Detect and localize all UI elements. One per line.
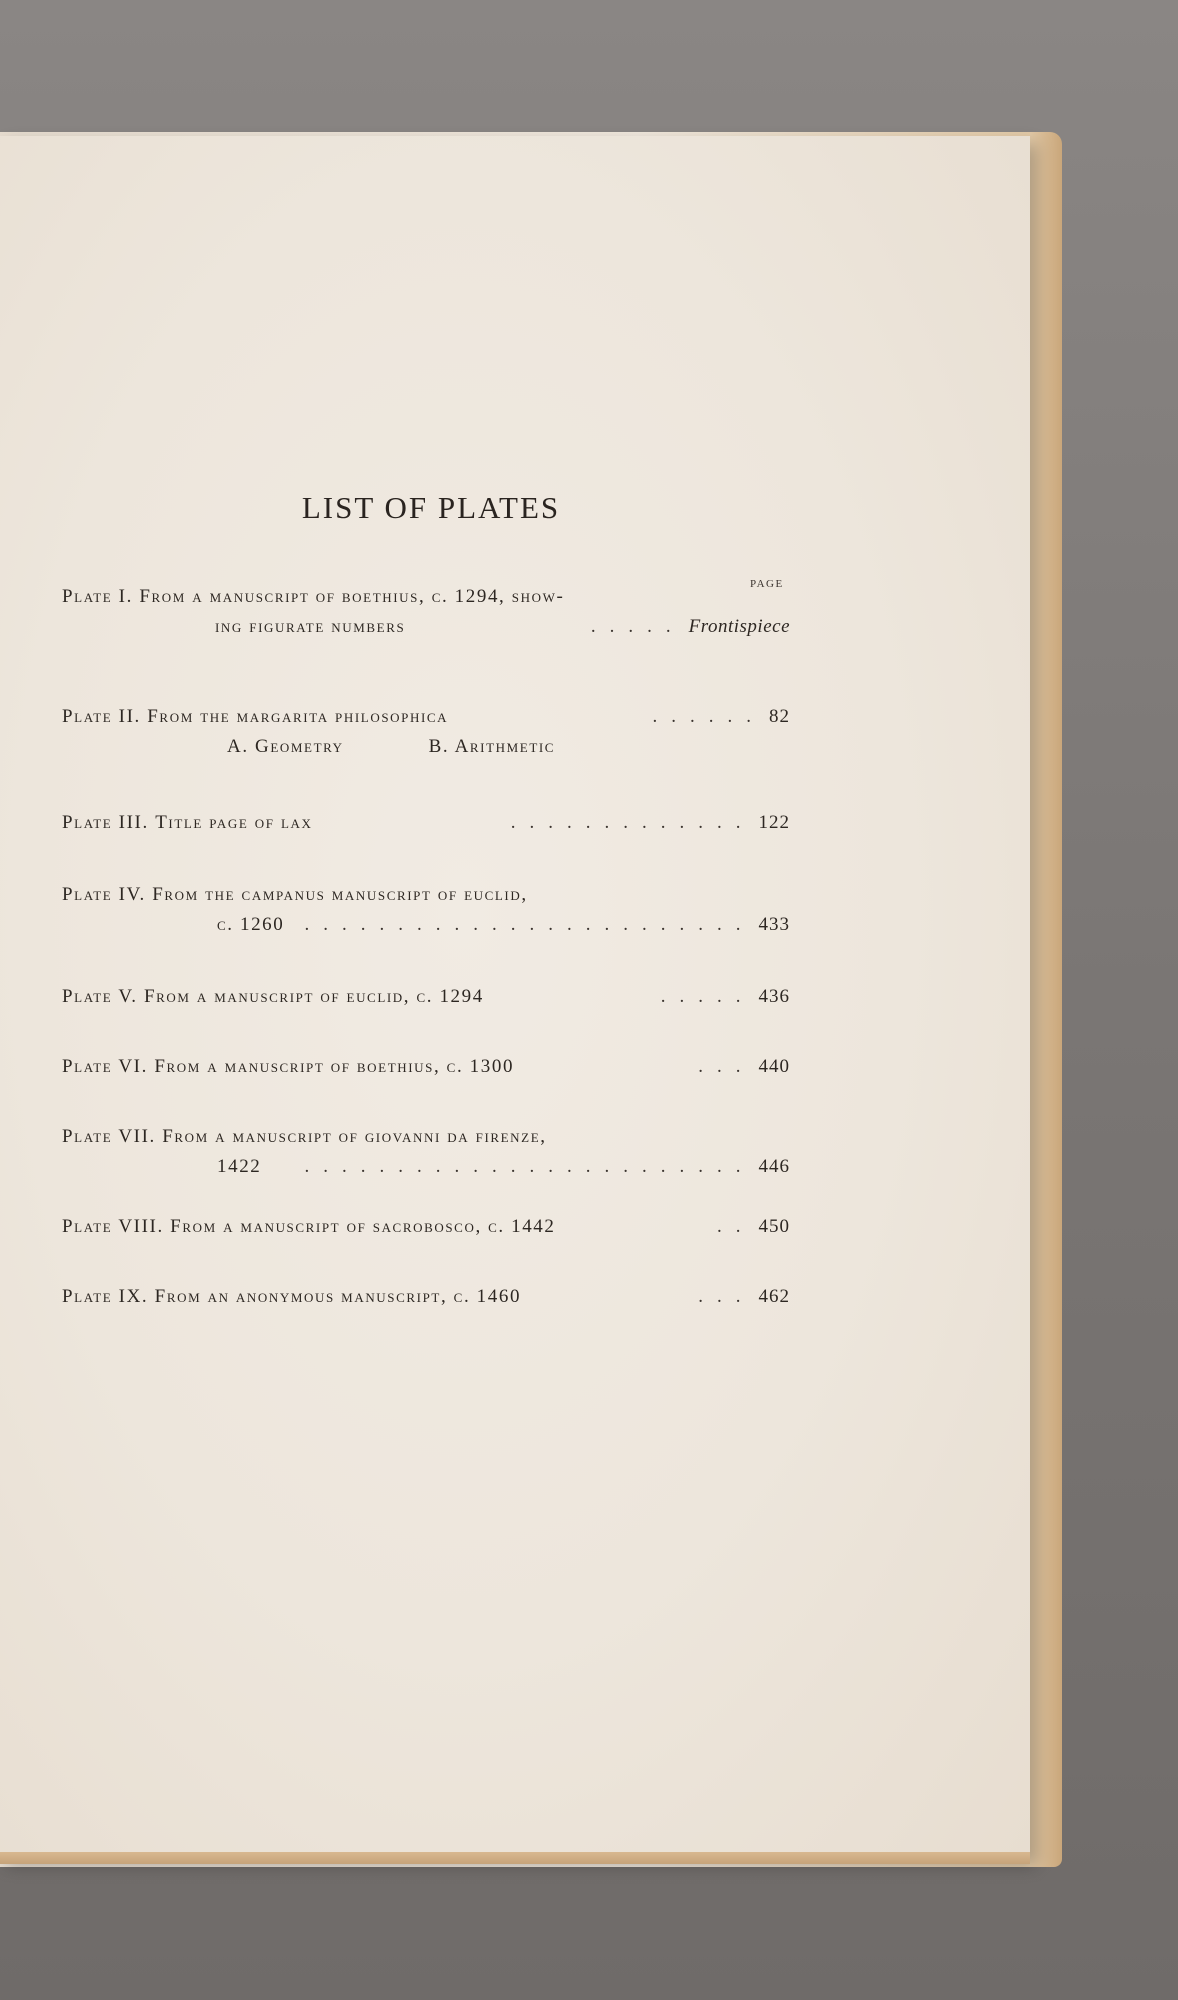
plate-label: Plate VI. xyxy=(62,1056,148,1077)
plate-description-cont: ing figurate numbers xyxy=(215,616,406,637)
plate-page: 436 xyxy=(758,986,790,1007)
plate-page: 462 xyxy=(758,1286,790,1307)
plate-description: From the margarita philosophica xyxy=(147,706,449,727)
plate-label: Plate I. xyxy=(62,586,133,607)
page-bottom-edge xyxy=(0,1852,1030,1864)
dot-leader: ........................ xyxy=(304,1156,755,1177)
plate-page: 122 xyxy=(758,812,790,833)
plate-description: From a manuscript of boethius, c. 1294, show- xyxy=(139,586,565,607)
plate-description: From a manuscript of sacrobosco, c. 1442 xyxy=(170,1216,556,1237)
subitem-geometry: A. Geometry xyxy=(227,736,344,757)
dot-leader: ... xyxy=(698,1286,755,1307)
plate-description: From a manuscript of giovanni da firenze, xyxy=(162,1126,547,1147)
plate-entry-7 xyxy=(62,1122,790,1182)
plate-label: Plate VIII. xyxy=(62,1216,164,1237)
plate-entry-5 xyxy=(62,982,790,1012)
plate-description: From a manuscript of euclid, c. 1294 xyxy=(143,986,484,1007)
plate-label: Plate III. xyxy=(62,812,149,833)
plate-entry-6 xyxy=(62,1052,790,1082)
plate-page: Frontispiece xyxy=(688,616,790,637)
plate-label: Plate IX. xyxy=(62,1286,149,1307)
dot-leader: ............. xyxy=(510,812,755,833)
page-column-label: PAGE xyxy=(750,578,784,590)
plate-description-cont: 1422 xyxy=(217,1156,262,1177)
plate-label: Plate IV. xyxy=(62,884,146,905)
dot-leader: ..... xyxy=(590,616,685,637)
book-page xyxy=(0,136,1030,1858)
page-content xyxy=(0,136,1030,1858)
subitem-arithmetic: B. Arithmetic xyxy=(428,736,556,757)
plate-label: Plate VII. xyxy=(62,1126,156,1147)
plate-page: 446 xyxy=(758,1156,790,1177)
plate-page: 450 xyxy=(758,1216,790,1237)
page-title: LIST OF PLATES xyxy=(301,490,561,525)
plate-entry-3 xyxy=(62,808,790,838)
dot-leader: .. xyxy=(717,1216,755,1237)
plate-entry-4 xyxy=(62,880,790,940)
plate-description: From a manuscript of boethius, c. 1300 xyxy=(154,1056,515,1077)
plate-entry-2 xyxy=(62,702,790,762)
plate-label: Plate II. xyxy=(62,706,141,727)
plate-entry-1 xyxy=(62,582,790,642)
dot-leader: ........................ xyxy=(304,914,755,935)
dot-leader: ...... xyxy=(652,706,765,727)
dot-leader: ..... xyxy=(660,986,755,1007)
plate-description: From the campanus manuscript of euclid, xyxy=(152,884,528,905)
plate-page: 433 xyxy=(758,914,790,935)
plate-page: 82 xyxy=(769,706,790,727)
plate-description: Title page of lax xyxy=(155,812,313,833)
plate-label: Plate V. xyxy=(62,986,138,1007)
plate-description: From an anonymous manuscript, c. 1460 xyxy=(154,1286,522,1307)
plate-entry-8 xyxy=(62,1212,790,1242)
plate-description-cont: c. 1260 xyxy=(217,914,285,935)
plate-page: 440 xyxy=(758,1056,790,1077)
dot-leader: ... xyxy=(698,1056,755,1077)
plate-entry-9 xyxy=(62,1282,790,1312)
